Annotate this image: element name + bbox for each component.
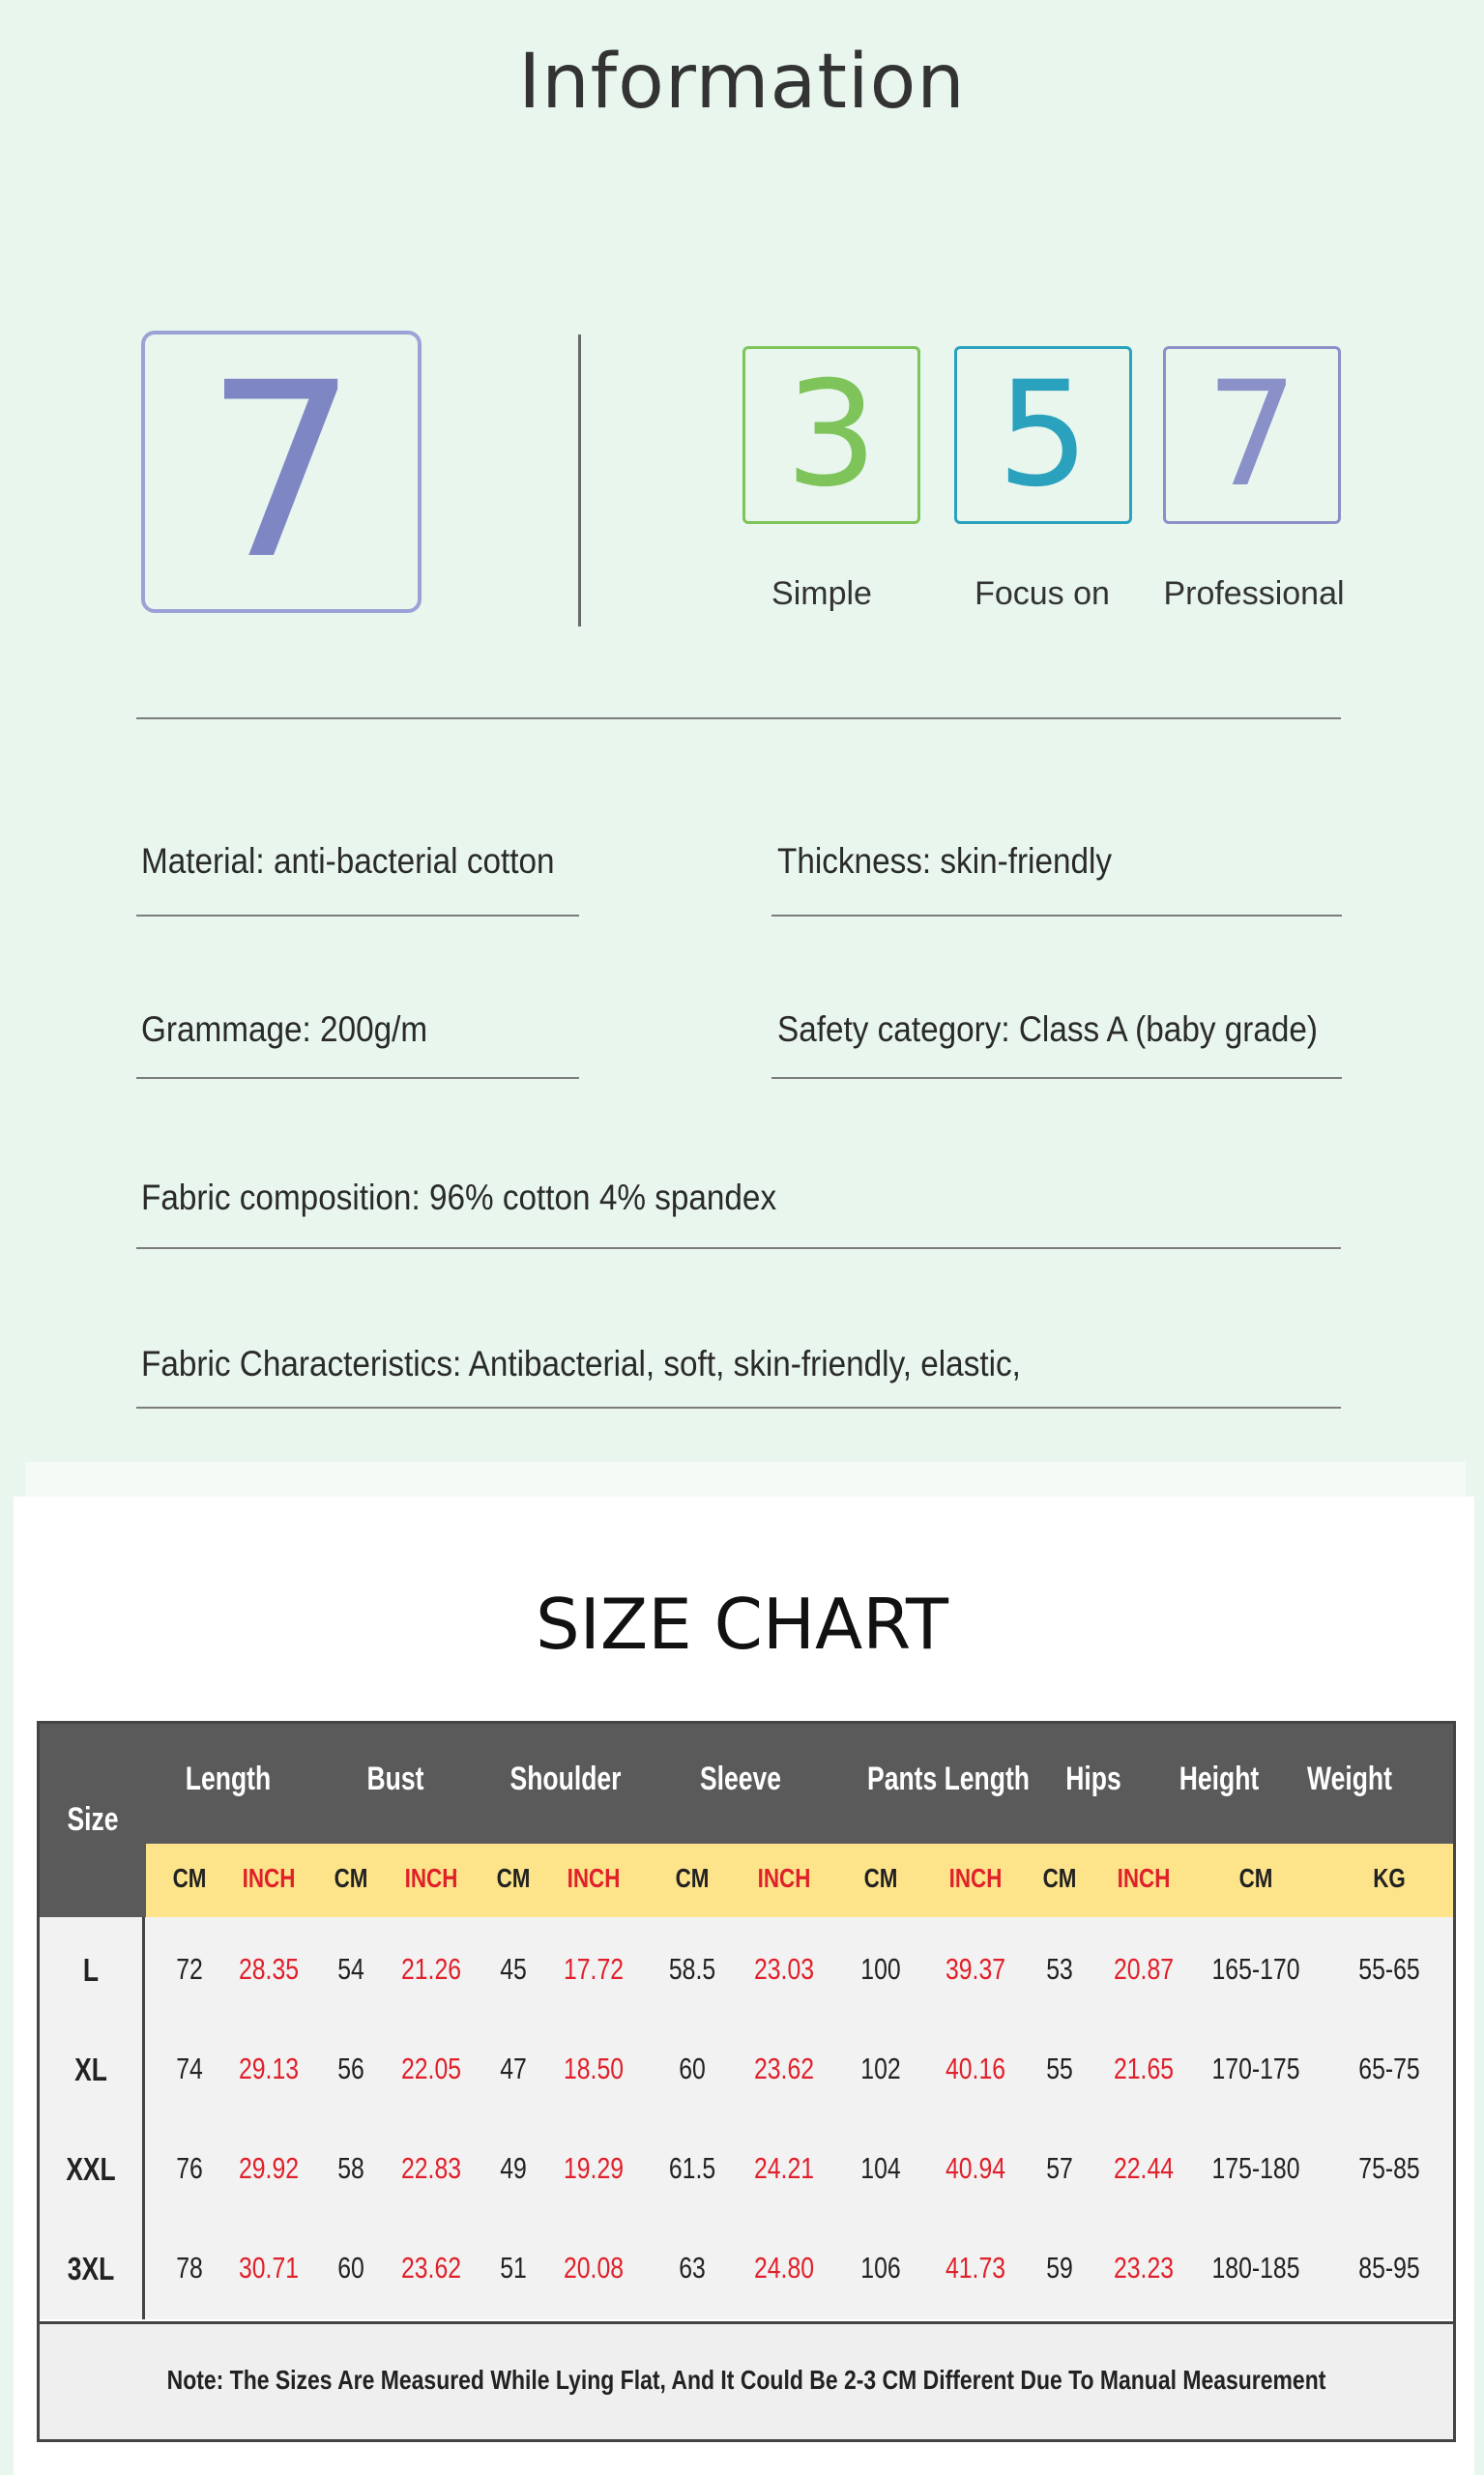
table-cell: 23.62 (753, 2052, 815, 2085)
table-cell: 20.08 (563, 2251, 625, 2285)
table-cell: 28.35 (238, 1952, 300, 1986)
table-cell: 63 (679, 2251, 706, 2285)
table-cell: 29.92 (238, 2151, 300, 2185)
attr-underline (136, 1077, 579, 1079)
section-divider (136, 717, 1341, 719)
unit-header: INCH (242, 1863, 296, 1893)
table-cell: 24.21 (753, 2151, 815, 2185)
unit-header: KG (1373, 1863, 1406, 1893)
unit-header: INCH (567, 1863, 621, 1893)
group-header: Sleeve (699, 1761, 782, 1797)
table-cell: 59 (1046, 2251, 1073, 2285)
table-cell: 72 (176, 1952, 203, 1986)
table-cell: 47 (500, 2052, 527, 2085)
table-cell: 23.23 (1113, 2251, 1175, 2285)
table-cell: 65-75 (1358, 2052, 1420, 2085)
table-cell: 58.5 (668, 1952, 716, 1986)
size-chart-title: SIZE CHART (535, 1584, 949, 1665)
unit-header: INCH (757, 1863, 811, 1893)
attr-underline (771, 1077, 1342, 1079)
box-label-professional: Professional (1163, 575, 1345, 612)
attr-safety: Safety category: Class A (baby grade) (777, 1009, 1318, 1049)
table-cell: 22.05 (400, 2052, 462, 2085)
unit-header: CM (334, 1863, 368, 1893)
unit-header: INCH (1117, 1863, 1171, 1893)
table-cell: 78 (176, 2251, 203, 2285)
unit-header: INCH (948, 1863, 1003, 1893)
box-label-simple: Simple (771, 575, 872, 612)
big-number-box (141, 331, 422, 613)
unit-header: CM (1042, 1863, 1077, 1893)
table-cell: 100 (860, 1952, 901, 1986)
table-cell: 55-65 (1358, 1952, 1420, 1986)
table-cell: 58 (337, 2151, 364, 2185)
box-simple (742, 346, 920, 524)
table-cell: 55 (1046, 2052, 1073, 2085)
table-cell: 180-185 (1211, 2251, 1300, 2285)
measurement-note: Note: The Sizes Are Measured While Lying Flat, And It Could Be 2-3 CM Different Due To Manual Measurement (166, 2365, 1326, 2395)
box-professional (1163, 346, 1341, 524)
group-header: Height (1178, 1761, 1260, 1797)
big-number: 7 (204, 331, 359, 612)
table-cell: 104 (860, 2151, 901, 2185)
unit-header: CM (863, 1863, 898, 1893)
unit-header: INCH (404, 1863, 458, 1893)
table-cell: 20.87 (1113, 1952, 1175, 1986)
group-header: Shoulder (509, 1761, 622, 1797)
group-header: Length (185, 1761, 272, 1797)
table-cell: 22.83 (400, 2151, 462, 2185)
table-cell: 102 (860, 2052, 901, 2085)
size-header: Size (67, 1801, 119, 1838)
box-number: 5 (997, 351, 1090, 519)
row-size-label: XXL (66, 2151, 116, 2187)
table-cell: 18.50 (563, 2052, 625, 2085)
table-cell: 165-170 (1211, 1952, 1300, 1986)
table-cell: 41.73 (945, 2251, 1006, 2285)
attr-material: Material: anti-bacterial cotton (141, 841, 555, 881)
unit-header: CM (675, 1863, 710, 1893)
table-cell: 54 (337, 1952, 364, 1986)
table-cell: 40.94 (945, 2151, 1006, 2185)
table-cell: 170-175 (1211, 2052, 1300, 2085)
size-table (37, 1721, 1456, 2442)
group-header: Hips (1065, 1761, 1121, 1797)
table-cell: 21.65 (1113, 2052, 1175, 2085)
group-header: Bust (366, 1761, 424, 1797)
table-cell: 106 (860, 2251, 901, 2285)
attr-underline (771, 915, 1342, 917)
table-cell: 30.71 (238, 2251, 300, 2285)
table-cell: 57 (1046, 2151, 1073, 2185)
table-cell: 17.72 (563, 1952, 625, 1986)
box-number: 3 (785, 351, 878, 519)
information-title: Information (518, 39, 966, 126)
table-cell: 45 (500, 1952, 527, 1986)
attr-composition: Fabric composition: 96% cotton 4% spandex (141, 1178, 777, 1217)
attr-characteristics: Fabric Characteristics: Antibacterial, soft, skin-friendly, elastic, (141, 1344, 1021, 1383)
table-cell: 49 (500, 2151, 527, 2185)
unit-header: CM (496, 1863, 531, 1893)
unit-header: CM (172, 1863, 207, 1893)
panel-fade (25, 1462, 1466, 1500)
table-cell: 24.80 (753, 2251, 815, 2285)
table-cell: 76 (176, 2151, 203, 2185)
box-label-focus: Focus on (975, 575, 1110, 612)
table-cell: 175-180 (1211, 2151, 1300, 2185)
vertical-divider (578, 335, 581, 626)
table-cell: 22.44 (1113, 2151, 1175, 2185)
table-cell: 23.03 (753, 1952, 815, 1986)
table-cell: 23.62 (400, 2251, 462, 2285)
attr-underline (136, 1247, 1341, 1249)
table-cell: 61.5 (668, 2151, 716, 2185)
table-cell: 40.16 (945, 2052, 1006, 2085)
table-cell: 56 (337, 2052, 364, 2085)
attr-underline (136, 1407, 1341, 1409)
table-cell: 60 (679, 2052, 706, 2085)
box-focus (954, 346, 1132, 524)
row-size-label: XL (74, 2052, 107, 2087)
table-cell: 53 (1046, 1952, 1073, 1986)
row-size-label: L (82, 1952, 100, 1988)
table-cell: 74 (176, 2052, 203, 2085)
table-cell: 75-85 (1358, 2151, 1420, 2185)
unit-header: CM (1238, 1863, 1273, 1893)
attr-thickness: Thickness: skin-friendly (777, 841, 1113, 881)
group-header: Weight (1307, 1761, 1392, 1797)
table-cell: 51 (500, 2251, 527, 2285)
row-size-label: 3XL (67, 2251, 115, 2286)
attr-grammage: Grammage: 200g/m (141, 1009, 428, 1049)
group-header: Pants Length (867, 1761, 1030, 1797)
attr-underline (136, 915, 579, 917)
table-cell: 85-95 (1358, 2251, 1420, 2285)
table-cell: 19.29 (563, 2151, 625, 2185)
table-cell: 29.13 (238, 2052, 300, 2085)
table-cell: 21.26 (400, 1952, 462, 1986)
box-number: 7 (1206, 351, 1298, 519)
table-cell: 39.37 (945, 1952, 1006, 1986)
table-cell: 60 (337, 2251, 364, 2285)
size-header-cell (40, 1844, 146, 1917)
